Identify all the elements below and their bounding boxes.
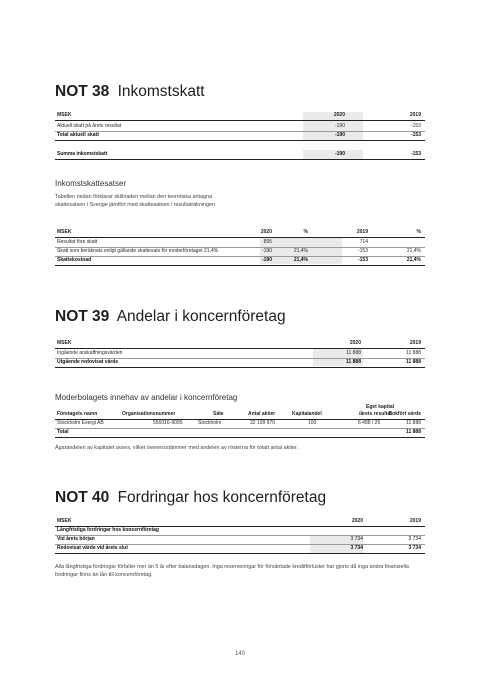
seat: Stockholm	[198, 420, 222, 426]
capital-share: 100	[308, 420, 317, 426]
header-seat: Säte	[213, 411, 224, 417]
divider	[55, 437, 425, 438]
table-row	[55, 359, 425, 366]
header-pct: %	[303, 229, 308, 235]
value-2019: 11 888	[405, 359, 421, 365]
divider	[55, 367, 425, 368]
header-msek: MSEK	[57, 112, 72, 118]
row-label: Summa inkomstskatt	[57, 151, 108, 157]
value-2020: 895	[263, 239, 272, 245]
header-msek: MSEK	[57, 518, 72, 524]
note-40-receivables-table	[55, 518, 425, 558]
note-38-subheading: Inkomstskattesatser	[55, 179, 127, 188]
group-label-row	[55, 527, 425, 534]
row-label: Skatt som beräknats enligt gällande skattesats för moderföretaget 21,4%	[57, 248, 219, 254]
note-38-tax-rate-table	[55, 229, 425, 269]
table-row	[55, 420, 425, 427]
header-2019: 2019	[409, 112, 421, 118]
org-number: 556016-9095	[153, 420, 183, 426]
note-38-description: Tabellen nedan förklarar skillnaden mellan den teoretiska antagna skattesatsen i Sverige jämfört med skattesatsen i resultaträkningen	[55, 194, 216, 208]
header-2020: 2020	[351, 518, 363, 524]
table-header-row	[55, 518, 425, 525]
row-label: Aktuell skatt på årets resultat	[57, 123, 122, 129]
header-msek: MSEK	[57, 229, 72, 235]
table-row	[55, 248, 425, 255]
value-2020: 11 888	[346, 350, 361, 356]
shares: 32 199 970	[250, 420, 276, 426]
note-39-number: NOT 39	[55, 308, 110, 325]
divider	[55, 553, 425, 554]
table-row	[55, 350, 425, 357]
note-39-subheading: Moderbolagets innehav av andelar i koncernföretag	[55, 393, 238, 402]
total-value: 11 888	[405, 429, 421, 435]
header-2019: 2019	[356, 229, 368, 235]
note-39-holdings-table	[55, 404, 425, 440]
note-38-heading	[55, 83, 205, 101]
note-38-number: NOT 38	[55, 83, 110, 100]
header-msek: MSEK	[57, 340, 72, 346]
total-label: Total	[57, 429, 69, 435]
value-2019: -153	[357, 257, 368, 263]
row-label: Resultat före skatt	[57, 239, 98, 245]
value-2020: -190	[334, 151, 345, 157]
header-company-name: Företagets namn	[57, 411, 98, 417]
value-2019: 3 734	[408, 545, 421, 551]
value-2019: -153	[410, 132, 421, 138]
header-equity: Eget kapital	[366, 404, 395, 410]
row-label: Total aktuell skatt	[57, 132, 99, 138]
divider	[55, 120, 425, 121]
value-2019: 714	[359, 239, 368, 245]
divider	[55, 140, 425, 141]
value-2019-pct: 21,4%	[406, 248, 421, 254]
header-2020: 2020	[349, 340, 361, 346]
note-39-heading	[55, 308, 286, 326]
table-header-row	[55, 411, 425, 418]
note-39-title: Andelar i koncernföretag	[116, 308, 286, 325]
table-row	[55, 429, 425, 436]
table-header-row	[55, 340, 425, 347]
value-2020-pct: 21,4%	[293, 257, 308, 263]
note-40-title: Fordringar hos koncernföretag	[117, 489, 327, 506]
value-2020: 3 734	[350, 536, 363, 542]
value-2019-pct: 21,4%	[406, 257, 421, 263]
header-book-value: Bokfört värde	[388, 411, 421, 417]
table-header-row	[55, 404, 425, 411]
header-result: /årets resultat	[359, 411, 392, 417]
note-40-heading	[55, 489, 326, 507]
note-38-tax-table	[55, 112, 425, 167]
row-label: Ingående anskaffningsvärden	[57, 350, 123, 356]
table-row	[55, 239, 425, 246]
row-label: Redovisat värde vid årets slut	[57, 545, 128, 551]
divider	[55, 237, 425, 238]
value-2019: -153	[357, 248, 368, 254]
value-2020: 3 734	[350, 545, 363, 551]
note-40-footnote: Alla långfristiga fordringar förfaller mer än 5 år efter balansdagen. Inga reserveringar för förväntade kreditförluster har gjorts då inga andra finansiella fordringar finns än lån till koncernföretag.	[55, 564, 409, 578]
header-2020: 2020	[333, 112, 345, 118]
value-2020: -190	[261, 248, 272, 254]
page-number: 140	[234, 651, 245, 657]
table-row	[55, 123, 425, 130]
equity-result: 6 488 / 26	[358, 420, 381, 426]
table-row	[55, 151, 425, 158]
book-value: 11 888	[406, 420, 421, 426]
note-38-title: Inkomstskatt	[117, 83, 205, 100]
header-capital-share: Kapitalandel	[292, 411, 322, 417]
header-2019: 2019	[409, 340, 421, 346]
table-row	[55, 257, 425, 264]
table-header-row	[55, 229, 425, 236]
value-2020: -190	[261, 257, 272, 263]
header-2020: 2020	[260, 229, 272, 235]
value-2019: -153	[410, 151, 421, 157]
value-2020: 11 888	[345, 359, 361, 365]
table-row	[55, 132, 425, 139]
value-2020: -190	[334, 132, 345, 138]
header-org-number: Organisationsnummer	[122, 411, 176, 417]
value-2019: 11 888	[406, 350, 421, 356]
header-shares: Antal aktier	[248, 411, 276, 417]
value-2020: -190	[334, 123, 345, 129]
note-39-footnote: Ägarandelen av kapitalet avses, vilket överensstämmer med andelen av rösterna för totalt antal aktier.	[55, 445, 299, 451]
row-label: Vid årets början	[57, 536, 95, 542]
company-name: Stockholm Exergi AB	[57, 420, 104, 426]
header-pct: %	[416, 229, 421, 235]
value-2019: -153	[410, 123, 421, 129]
row-label: Skattekostnad	[57, 257, 92, 263]
value-2020-pct: 21,4%	[293, 248, 308, 254]
group-label: Långfristiga fordringar hos koncernföretag	[57, 527, 159, 533]
value-2019: 3 734	[408, 536, 421, 542]
table-header-row	[55, 112, 425, 119]
divider	[55, 348, 425, 349]
divider	[55, 265, 425, 266]
note-39-shares-table	[55, 340, 425, 370]
table-row	[55, 536, 425, 543]
row-label: Utgående redovisat värde	[57, 359, 119, 365]
note-40-number: NOT 40	[55, 489, 110, 506]
divider	[55, 159, 425, 160]
header-2019: 2019	[409, 518, 421, 524]
table-row	[55, 545, 425, 552]
